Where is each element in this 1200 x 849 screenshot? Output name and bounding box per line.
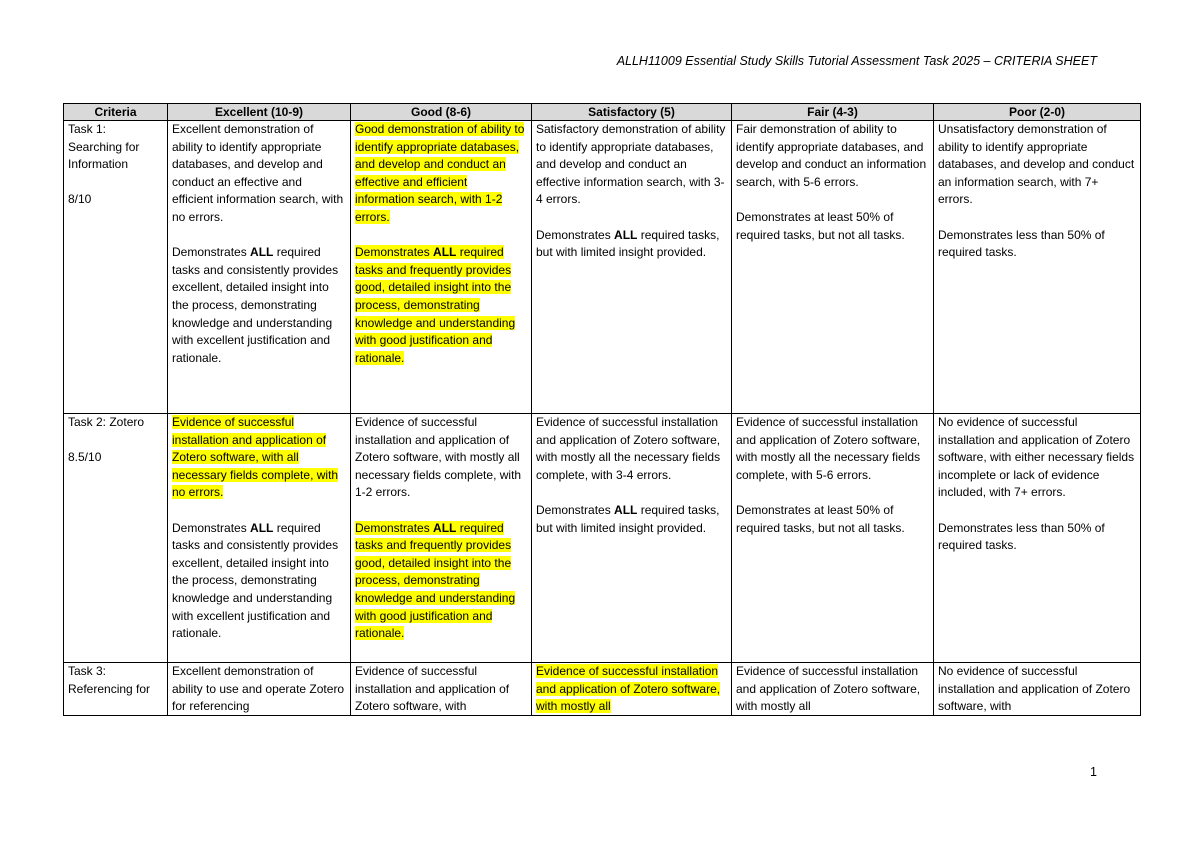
satisfactory-cell [532, 414, 732, 663]
criteria-table [63, 103, 1141, 716]
descriptor-text: Excellent demonstration of ability to identify appropriate databases, and develop and conduct an effective and efficient information search, with no errors. [172, 122, 344, 224]
descriptor-text: Fair demonstration of ability to identify appropriate databases, and develop and conduct an information search, with 5-6 errors. [736, 122, 927, 189]
page-header: ALLH11009 Essential Study Skills Tutorial Assessment Task 2025 – CRITERIA SHEET [616, 54, 1097, 68]
highlight: Good demonstration of ability to identify appropriate databases, and develop and conduct an effective and efficient information search, with 1-2 errors. [355, 122, 525, 224]
criteria-cell [64, 414, 168, 663]
excellent-cell-selected [168, 414, 351, 663]
poor-cell [934, 121, 1141, 414]
table-row [64, 414, 1141, 663]
descriptor-text: No evidence of successful installation and application of Zotero software, with either necessary fields incomplete or lack of evidence included, with 7+ errors. [938, 415, 1135, 500]
descriptor-text: Demonstrates at least 50% of required tasks, but not all tasks. [736, 502, 905, 535]
excellent-cell [168, 121, 351, 414]
descriptor-text [536, 663, 727, 715]
descriptor-text [355, 244, 527, 367]
descriptor-text: Satisfactory demonstration of ability to identify appropriate databases, and develop and conduct an effective information search, with 3-4 errors. [536, 122, 726, 207]
criteria-score: 8/10 [68, 192, 92, 207]
table-row [64, 121, 1141, 414]
good-cell [351, 663, 532, 716]
descriptor-text [172, 414, 346, 502]
fair-cell [732, 414, 934, 663]
criteria-label: Task 3: Referencing for [68, 664, 151, 696]
highlight: Demonstrates ALL required tasks and frequently provides good, detailed insight into the process, demonstrating knowledge and understanding with good justification and rationale. [355, 245, 516, 365]
satisfactory-cell [532, 121, 732, 414]
excellent-cell [168, 663, 351, 716]
table-row [64, 663, 1141, 716]
descriptor-text: Demonstrates ALL required tasks and consistently provides excellent, detailed insight into the process, demonstrating knowledge and understanding with excellent justification and rationale. [172, 245, 339, 365]
descriptor-text: Demonstrates ALL required tasks and consistently provides excellent, detailed insight into the process, demonstrating knowledge and understanding with excellent justification and rationale. [172, 520, 339, 641]
descriptor-text: Evidence of successful installation and application of Zotero software, with [355, 664, 510, 714]
descriptor-text [355, 520, 527, 643]
descriptor-text: Demonstrates at least 50% of required tasks, but not all tasks. [736, 209, 905, 242]
criteria-cell [64, 663, 168, 716]
descriptor-text: Demonstrates less than 50% of required tasks. [938, 520, 1105, 553]
poor-cell [934, 663, 1141, 716]
column-header-good: Good (8-6) [351, 104, 532, 121]
header-row [64, 104, 1141, 121]
highlight: Demonstrates ALL required tasks and frequently provides good, detailed insight into the process, demonstrating knowledge and understanding with good justification and rationale. [355, 520, 516, 641]
satisfactory-cell-selected [532, 663, 732, 716]
criteria-score: 8.5/10 [68, 450, 102, 465]
poor-cell [934, 414, 1141, 663]
column-header-criteria: Criteria [64, 104, 168, 121]
fair-cell [732, 663, 934, 716]
fair-cell [732, 121, 934, 414]
descriptor-text: Demonstrates ALL required tasks, but with limited insight provided. [536, 227, 720, 260]
descriptor-text: Evidence of successful installation and application of Zotero software, with mostly all the necessary fields complete, with 5-6 errors. [736, 415, 921, 482]
highlight: Evidence of successful installation and application of Zotero software, with all necessary fields complete, with no errors. [172, 415, 339, 500]
column-header-excellent: Excellent (10-9) [168, 104, 351, 121]
highlight: Evidence of successful installation and application of Zotero software, with mostly all [536, 664, 721, 714]
descriptor-text: Evidence of successful installation and application of Zotero software, with mostly all the necessary fields complete, with 3-4 errors. [536, 415, 721, 482]
descriptor-text: Evidence of successful installation and application of Zotero software, with mostly all [736, 664, 921, 714]
column-header-fair: Fair (4-3) [732, 104, 934, 121]
descriptor-text: No evidence of successful installation and application of Zotero software, with [938, 664, 1131, 714]
column-header-satisfactory: Satisfactory (5) [532, 104, 732, 121]
descriptor-text: Evidence of successful installation and application of Zotero software, with mostly all necessary fields complete, with 1-2 errors. [355, 415, 522, 500]
descriptor-text: Demonstrates less than 50% of required tasks. [938, 227, 1105, 260]
criteria-label: Task 1: Searching for Information [68, 122, 140, 172]
good-cell [351, 414, 532, 663]
page-number: 1 [1090, 765, 1097, 779]
descriptor-text: Demonstrates ALL required tasks, but with limited insight provided. [536, 502, 720, 535]
criteria-cell [64, 121, 168, 414]
column-header-poor: Poor (2-0) [934, 104, 1141, 121]
descriptor-text: Unsatisfactory demonstration of ability to identify appropriate databases, and develop and conduct an information search, with 7+ errors. [938, 122, 1135, 207]
descriptor-text: Excellent demonstration of ability to use and operate Zotero for referencing [172, 664, 345, 714]
criteria-label: Task 2: Zotero [68, 415, 145, 429]
descriptor-text [355, 121, 527, 227]
good-cell-selected [351, 121, 532, 414]
